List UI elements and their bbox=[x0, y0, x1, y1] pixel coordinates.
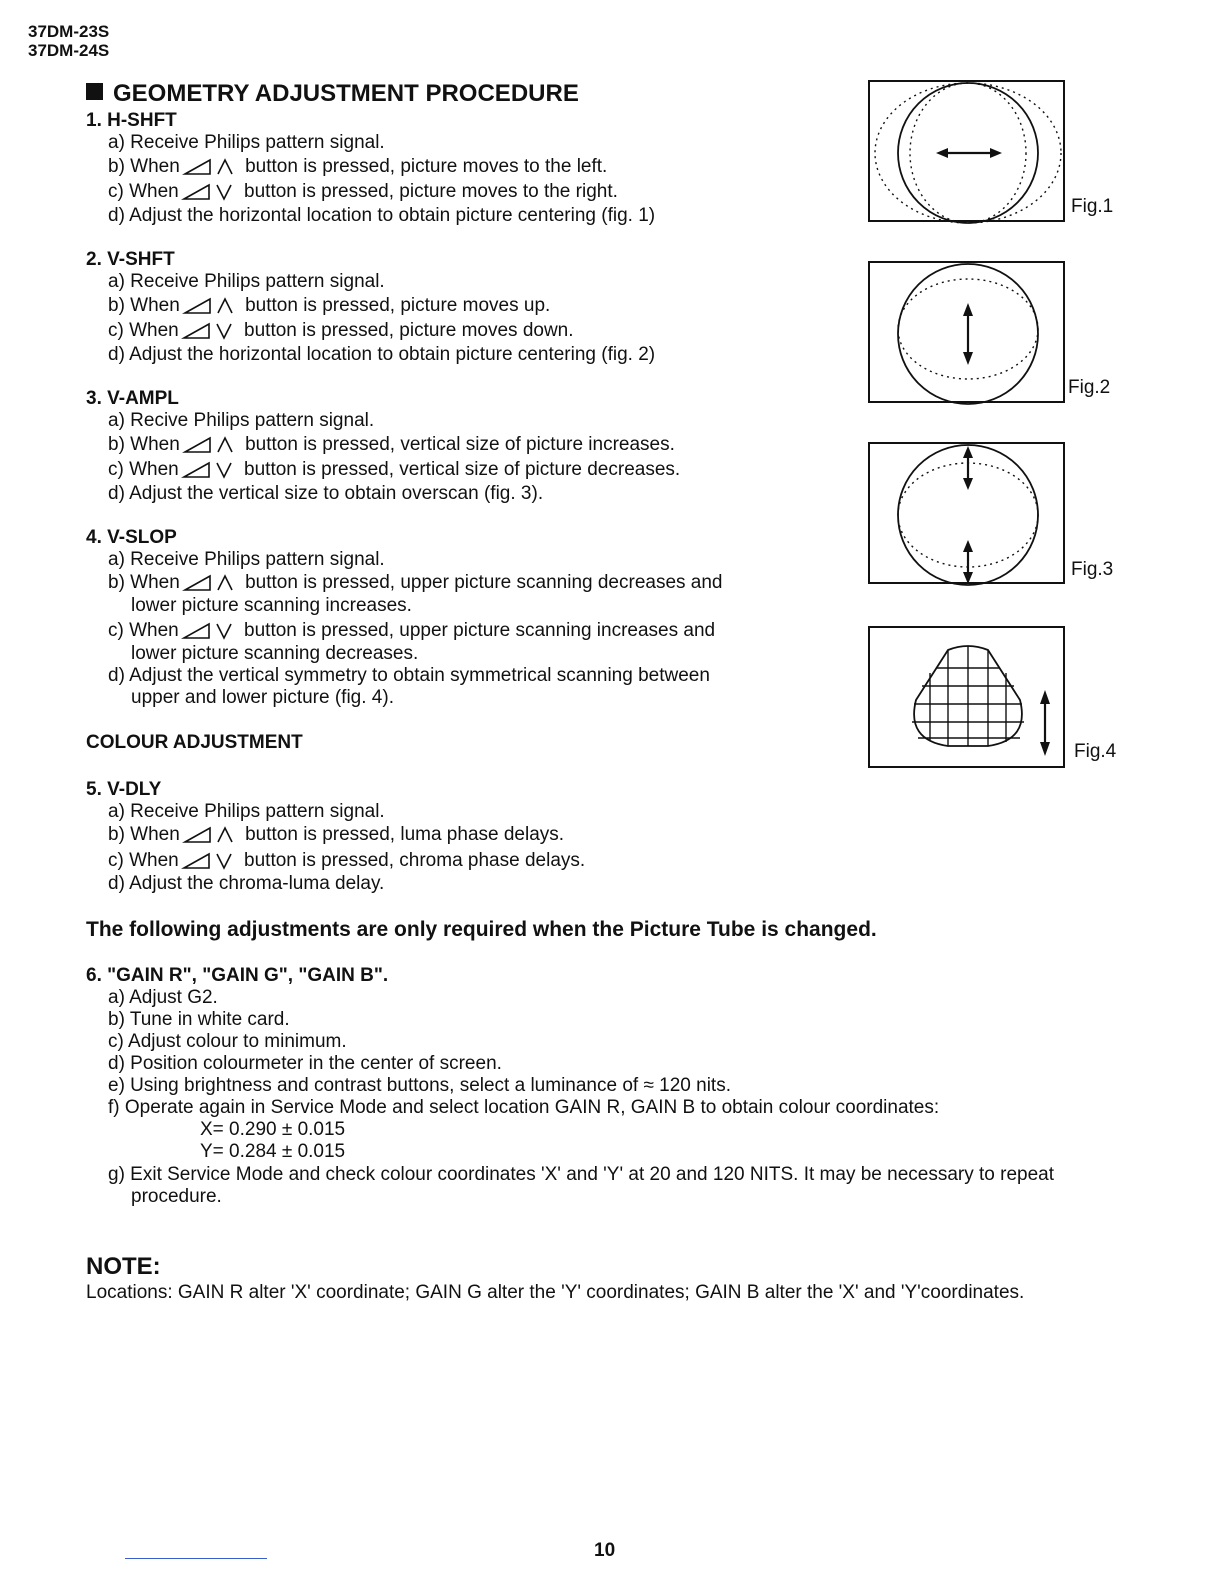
h-shift-diagram bbox=[870, 82, 1067, 224]
step-text: b) When button is pressed, vertical size of picture increases. bbox=[108, 434, 675, 455]
pen-up-button-icon bbox=[182, 155, 238, 177]
step-text: b) When button is pressed, upper picture scanning decreases and bbox=[108, 572, 723, 593]
step-text: c) When button is pressed, upper picture scanning increases and bbox=[108, 620, 716, 641]
figure-1-label: Fig.1 bbox=[1071, 196, 1114, 217]
step-text: b) Tune in white card. bbox=[108, 1009, 290, 1030]
figure-1-h-shift bbox=[868, 80, 1065, 222]
step-text: b) When button is pressed, luma phase delays. bbox=[108, 824, 565, 845]
step-text: b) When button is pressed, picture moves to the left. bbox=[108, 156, 608, 177]
pen-up-button-icon bbox=[182, 294, 238, 316]
step-text: d) Position colourmeter in the center of screen. bbox=[108, 1053, 502, 1074]
pen-down-button-icon bbox=[181, 458, 237, 480]
step-text: c) When button is pressed, vertical size of picture decreases. bbox=[108, 459, 681, 480]
step-text: c) When button is pressed, picture moves down. bbox=[108, 320, 574, 341]
pen-down-button-icon bbox=[181, 619, 237, 641]
step-text: c) Adjust colour to minimum. bbox=[108, 1031, 347, 1052]
picture-tube-notice: The following adjustments are only required when the Picture Tube is changed. bbox=[86, 918, 877, 941]
section-heading-gain: 6. "GAIN R", "GAIN G", "GAIN B". bbox=[86, 965, 389, 986]
pen-down-button-icon bbox=[181, 180, 237, 202]
step-text: upper and lower picture (fig. 4). bbox=[131, 687, 394, 708]
page-title: GEOMETRY ADJUSTMENT PROCEDURE bbox=[86, 80, 579, 108]
pen-up-button-icon bbox=[182, 823, 238, 845]
step-text: d) Adjust the horizontal location to obtain picture centering (fig. 1) bbox=[108, 205, 656, 226]
figure-2-label: Fig.2 bbox=[1068, 377, 1111, 398]
figure-3-label: Fig.3 bbox=[1071, 559, 1114, 580]
step-text: a) Receive Philips pattern signal. bbox=[108, 801, 385, 822]
pen-up-button-icon bbox=[182, 433, 238, 455]
model-number-1: 37DM-23S bbox=[28, 22, 110, 41]
step-text: a) Recive Philips pattern signal. bbox=[108, 410, 375, 431]
footer-rule bbox=[125, 1558, 267, 1559]
step-text: procedure. bbox=[131, 1186, 222, 1207]
step-text: a) Receive Philips pattern signal. bbox=[108, 271, 385, 292]
coordinate-x: X= 0.290 ± 0.015 bbox=[200, 1119, 346, 1140]
step-text: b) When button is pressed, picture moves up. bbox=[108, 295, 551, 316]
v-slope-diagram bbox=[870, 628, 1067, 770]
step-text: d) Adjust the chroma-luma delay. bbox=[108, 873, 385, 894]
step-text: e) Using brightness and contrast buttons, select a luminance of ≈ 120 nits. bbox=[108, 1075, 731, 1096]
step-text: lower picture scanning increases. bbox=[131, 595, 412, 616]
pen-up-button-icon bbox=[182, 571, 238, 593]
figure-4-v-slope bbox=[868, 626, 1065, 768]
figure-2-v-shift bbox=[868, 261, 1065, 403]
figure-4-label: Fig.4 bbox=[1074, 741, 1117, 762]
step-text: a) Receive Philips pattern signal. bbox=[108, 549, 385, 570]
step-text: a) Adjust G2. bbox=[108, 987, 218, 1008]
page-number: 10 bbox=[594, 1540, 616, 1561]
section-heading-v-slop: 4. V-SLOP bbox=[86, 527, 177, 548]
step-text: c) When button is pressed, picture moves to the right. bbox=[108, 181, 618, 202]
step-text: c) When button is pressed, chroma phase delays. bbox=[108, 850, 586, 871]
coordinate-y: Y= 0.284 ± 0.015 bbox=[200, 1141, 346, 1162]
step-text: f) Operate again in Service Mode and select location GAIN R, GAIN B to obtain colour coordinates: bbox=[108, 1097, 940, 1118]
v-amplitude-diagram bbox=[870, 444, 1067, 586]
step-text: d) Adjust the vertical symmetry to obtain symmetrical scanning between bbox=[108, 665, 710, 686]
model-number-2: 37DM-24S bbox=[28, 41, 110, 60]
step-text: lower picture scanning decreases. bbox=[131, 643, 419, 664]
v-shift-diagram bbox=[870, 263, 1067, 405]
pen-down-button-icon bbox=[181, 849, 237, 871]
model-numbers bbox=[28, 22, 109, 60]
note-text: Locations: GAIN R alter 'X' coordinate; GAIN G alter the 'Y' coordinates; GAIN B alter the 'X' and 'Y'coordinates. bbox=[86, 1282, 1025, 1303]
step-text: d) Adjust the horizontal location to obtain picture centering (fig. 2) bbox=[108, 344, 656, 365]
pen-down-button-icon bbox=[181, 319, 237, 341]
section-heading-v-dly: 5. V-DLY bbox=[86, 779, 162, 800]
section-heading-v-ampl: 3. V-AMPL bbox=[86, 388, 179, 409]
figure-3-v-amplitude bbox=[868, 442, 1065, 584]
note-title: NOTE: bbox=[86, 1253, 161, 1280]
step-text: a) Receive Philips pattern signal. bbox=[108, 132, 385, 153]
step-text: g) Exit Service Mode and check colour coordinates 'X' and 'Y' at 20 and 120 NITS. It may be necessary to repeat bbox=[108, 1164, 1055, 1185]
step-text: d) Adjust the vertical size to obtain overscan (fig. 3). bbox=[108, 483, 544, 504]
section-heading-colour-adjustment: COLOUR ADJUSTMENT bbox=[86, 732, 303, 753]
section-heading-v-shft: 2. V-SHFT bbox=[86, 249, 175, 270]
section-heading-h-shft: 1. H-SHFT bbox=[86, 110, 177, 131]
bullet-square-icon bbox=[86, 83, 103, 100]
